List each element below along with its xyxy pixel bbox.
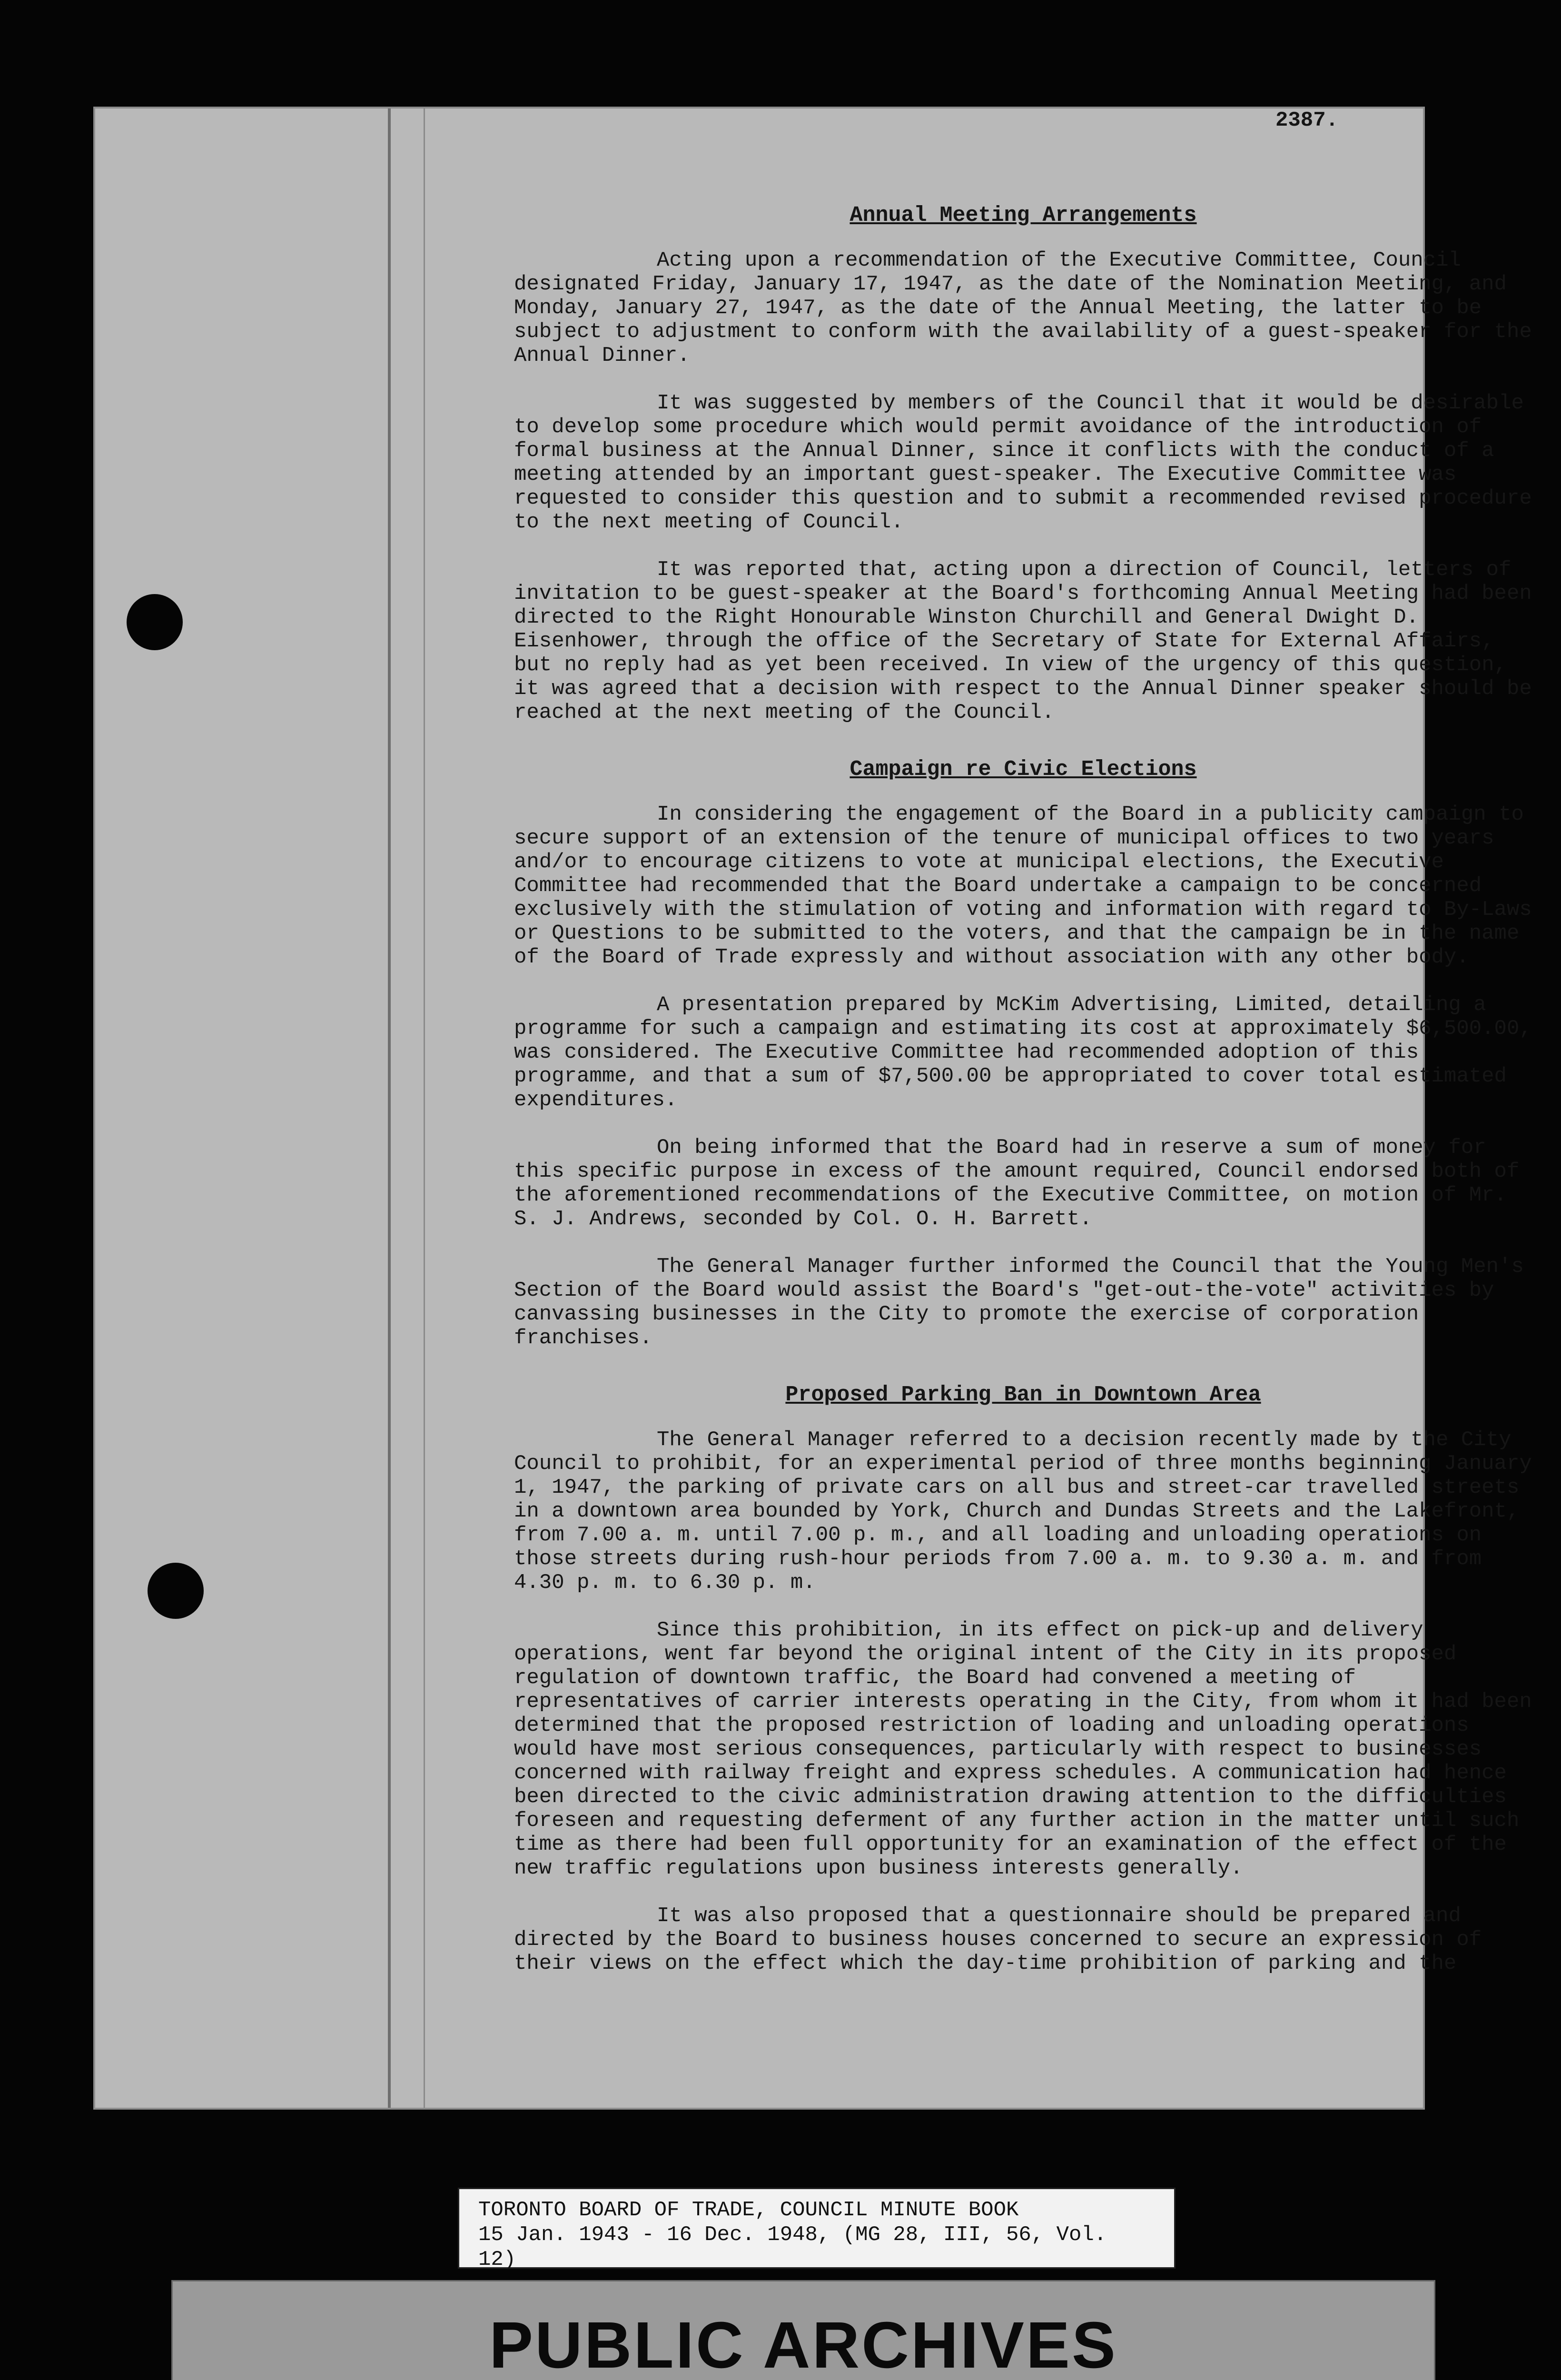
paragraph: The General Manager further informed the Council that the Young Men's Section of the Board would assist the Board's "get-out-the-vote" activities by canvassing businesses in the City to promote the exercise of corporation franchises. xyxy=(514,1255,1537,1350)
section-civic-elections xyxy=(514,757,1545,1350)
archive-label-title: TORONTO BOARD OF TRADE, COUNCIL MINUTE BOOK xyxy=(478,2198,1019,2222)
margin-rule-secondary xyxy=(424,109,425,2108)
paragraph: It was reported that, acting upon a direction of Council, letters of invitation to be guest-speaker at the Board's forthcoming Annual Meeting had been directed to the Right Honourable Winston Churchill and General Dwight D. Eisenhower, through the office of the Secretary of State for External Affairs, but no reply had as yet been received. In view of the urgency of this question, it was agreed that a decision with respect to the Annual Dinner speaker should be reached at the next meeting of the Council. xyxy=(514,558,1545,724)
paragraph: Acting upon a recommendation of the Executive Committee, Council designated Friday, January 17, 1947, as the date of the Nomination Meeting, and Monday, January 27, 1947, as the date of the Annual Meeting, the latter to be subject to adjustment to conform with the availability of a guest-speaker for the Annual Dinner. xyxy=(514,248,1545,367)
page-number: 2387. xyxy=(1275,109,1339,132)
punch-hole-bottom xyxy=(148,1563,204,1619)
paragraph: The General Manager referred to a decision recently made by the City Council to prohibit, for an experimental period of three months beginning January 1, 1947, the parking of private cars on all bus and street-car travelled streets in a downtown area bounded by York, Church and Dundas Streets and the Lakefront, from 7.00 a. m. until 7.00 p. m., and all loading and unloading operations on those streets during rush-hour periods from 7.00 a. m. to 9.30 a. m. and from 4.30 p. m. to 6.30 p. m. xyxy=(514,1428,1545,1595)
section-heading: Proposed Parking Ban in Downtown Area xyxy=(785,1383,1261,1407)
margin-rule xyxy=(388,109,391,2108)
paragraph: It was also proposed that a questionnaire should be prepared and directed by the Board to business houses concerned to secure an expression of their views on the effect which the day-time prohibition of parking and the xyxy=(514,1904,1494,1975)
archive-label-dates: 15 Jan. 1943 - 16 Dec. 1948, (MG 28, III, 56, Vol. 12) xyxy=(478,2223,1107,2271)
paragraph: Since this prohibition, in its effect on pick-up and delivery operations, went far beyond the original intent of the City in its proposed regulation of downtown traffic, the Board had convened a meeting of representatives of carrier interests operating in the City, from whom it had been determined that the proposed restriction of loading and unloading operations would have most serious consequences, particularly with respect to businesses concerned with railway freight and express schedules. A communication had hence been directed to the civic administration drawing attention to the difficulties foreseen and requesting deferment of any further action in the matter until such time as there had been full opportunity for an examination of the effect of the new traffic regulations upon business interests generally. xyxy=(514,1618,1545,1880)
document-page xyxy=(95,109,1545,2108)
section-parking-ban xyxy=(514,1383,1545,1975)
stamp-line-english: PUBLIC ARCHIVES xyxy=(489,2309,1117,2380)
paragraph: On being informed that the Board had in reserve a sum of money for this specific purpose in excess of the amount required, Council endorsed both of the aforementioned recommendations of the Executive Committee, on motion of Mr. S. J. Andrews, seconded by Col. O. H. Barrett. xyxy=(514,1136,1532,1231)
section-heading: Annual Meeting Arrangements xyxy=(850,203,1197,228)
archives-stamp xyxy=(171,2280,1435,2380)
section-heading: Campaign re Civic Elections xyxy=(850,757,1197,782)
paragraph: A presentation prepared by McKim Advertising, Limited, detailing a programme for such a campaign and estimating its cost at approximately $6,500.00, was considered. The Executive Committee had recommended adoption of this programme, and that a sum of $7,500.00 be appropriated to cover total estimated expenditures. xyxy=(514,993,1545,1112)
minutes-body xyxy=(514,203,1545,2009)
punch-hole-top xyxy=(127,594,183,650)
section-annual-meeting xyxy=(514,203,1545,724)
paragraph: It was suggested by members of the Council that it would be desirable to develop some procedure which would permit avoidance of the introduction of formal business at the Annual Dinner, since it conflicts with the conduct of a meeting attended by an important guest-speaker. The Executive Committee was requested to consider this question and to submit a recommended revised procedure to the next meeting of Council. xyxy=(514,391,1545,534)
paragraph: In considering the engagement of the Board in a publicity campaign to secure support of an extension of the tenure of municipal offices to two years and/or to encourage citizens to vote at municipal elections, the Executive Committee had recommended that the Board undertake a campaign to be concerned exclusively with the stimulation of voting and information with regard to By-Laws or Questions to be submitted to the voters, and that the campaign be in the name of the Board of Trade expressly and without association with any other body. xyxy=(514,803,1545,969)
archive-label xyxy=(458,2188,1176,2269)
